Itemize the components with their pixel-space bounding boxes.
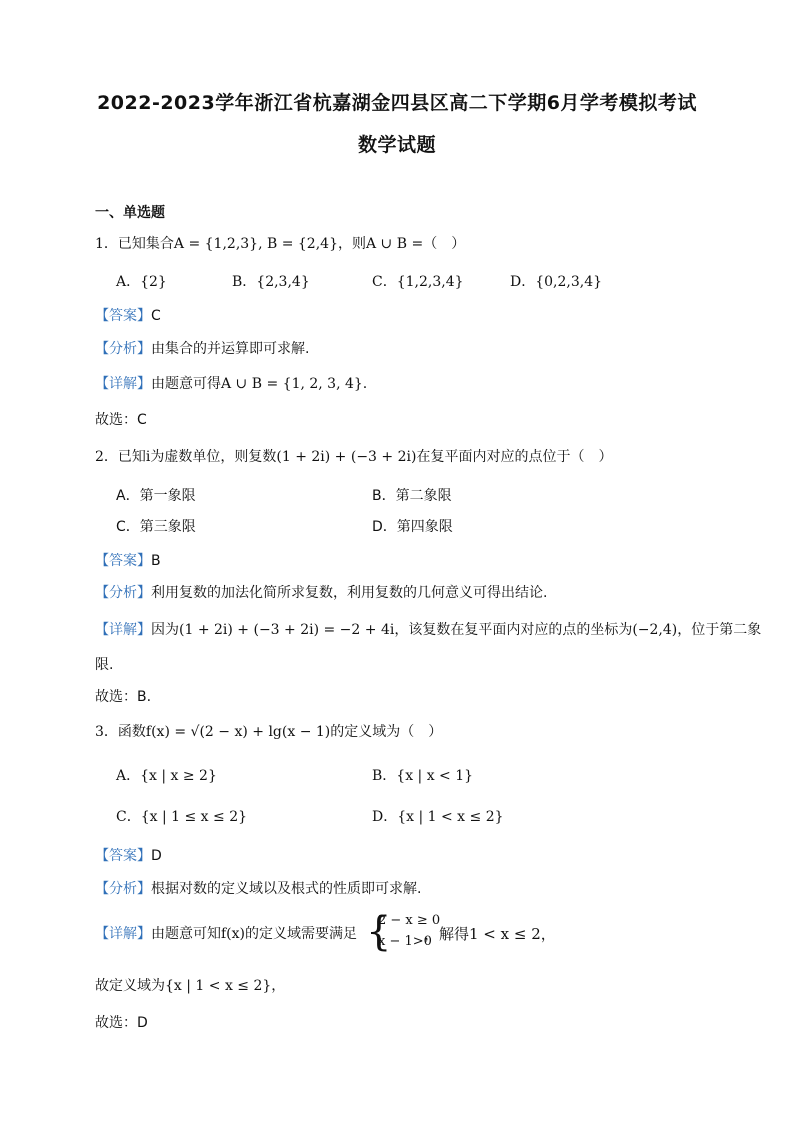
question-2-stem: 2．已知i为虚数单位，则复数(1 + 2i) + (−3 + 2i)在复平面内对应的点位于（ ） (95, 449, 613, 465)
answer-label: 【答案】 (95, 848, 151, 864)
question-1-stem: 1．已知集合A = {1,2,3}, B = {2,4}，则A ∪ B =（ ） (95, 236, 466, 252)
question-3-choice: 故选：D (95, 1015, 148, 1031)
question-3-domain: 故定义域为{x | 1 < x ≤ 2}， (95, 978, 286, 994)
question-1-analysis (95, 339, 309, 359)
question-2-choice: 故选：B. (95, 689, 152, 705)
system-row-1: 2 − x ≥ 0 (378, 913, 441, 928)
question-3-option-d: D．{x | 1 < x ≤ 2} (372, 809, 504, 825)
question-2-detail (95, 620, 761, 640)
answer-label: 【答案】 (95, 308, 151, 324)
page-title: 2022-2023学年浙江省杭嘉湖金四县区高二下学期6月学考模拟考试 (97, 92, 697, 114)
page-subtitle: 数学试题 (357, 134, 436, 156)
system-row-2: x − 1>0 (378, 934, 432, 949)
question-3-option-c: C．{x | 1 ≤ x ≤ 2} (116, 809, 248, 825)
question-2-option-c: C．第三象限 (116, 519, 196, 535)
question-3-analysis (95, 879, 421, 899)
answer-value: D (151, 848, 162, 864)
question-1-option-b: B．{2,3,4} (232, 274, 310, 290)
question-3-detail-result: ，解得1 < x ≤ 2， (424, 925, 556, 943)
question-2-detail-continued: 限. (95, 657, 114, 673)
analysis-label: 【分析】 (95, 585, 151, 601)
question-2-analysis (95, 583, 547, 603)
question-1-option-a: A．{2} (116, 274, 167, 290)
question-2-answer (95, 551, 161, 571)
question-3-answer (95, 846, 162, 866)
detail-label: 【详解】 (95, 926, 151, 942)
question-1-option-d: D．{0,2,3,4} (510, 274, 603, 290)
question-1-answer (95, 306, 161, 326)
detail-text: 由题意可得A ∪ B = {1, 2, 3, 4}. (151, 376, 368, 392)
brace-icon: { (366, 909, 392, 955)
question-1-choice: 故选：C (95, 412, 147, 428)
question-3-stem: 3．函数f(x) = √(2 − x) + lg(x − 1)的定义域为（ ） (95, 724, 443, 740)
analysis-text: 根据对数的定义域以及根式的性质即可求解. (151, 881, 422, 897)
detail-text-pre: 由题意可知f(x)的定义域需要满足 (151, 926, 358, 942)
analysis-text: 由集合的并运算即可求解. (151, 341, 310, 357)
question-3-detail (95, 924, 357, 944)
question-1-detail (95, 374, 367, 394)
question-3-option-a: A．{x | x ≥ 2} (116, 768, 217, 784)
analysis-text: 利用复数的加法化简所求复数，利用复数的几何意义可得出结论. (151, 585, 548, 601)
answer-label: 【答案】 (95, 553, 151, 569)
question-2-option-b: B．第二象限 (372, 488, 452, 504)
detail-label: 【详解】 (95, 376, 151, 392)
analysis-label: 【分析】 (95, 341, 151, 357)
analysis-label: 【分析】 (95, 881, 151, 897)
question-1-option-c: C．{1,2,3,4} (372, 274, 464, 290)
question-2-option-d: D．第四象限 (372, 519, 453, 535)
section-heading: 一、单选题 (95, 205, 165, 221)
answer-value: B (151, 553, 161, 569)
question-3-option-b: B．{x | x < 1} (372, 768, 474, 784)
answer-value: C (151, 308, 161, 324)
inequality-system (366, 909, 441, 955)
detail-label: 【详解】 (95, 622, 151, 638)
question-2-option-a: A．第一象限 (116, 488, 196, 504)
detail-text: 因为(1 + 2i) + (−3 + 2i) = −2 + 4i，该复数在复平面内对应的点的坐标为(−2,4)，位于第二象 (151, 622, 762, 638)
